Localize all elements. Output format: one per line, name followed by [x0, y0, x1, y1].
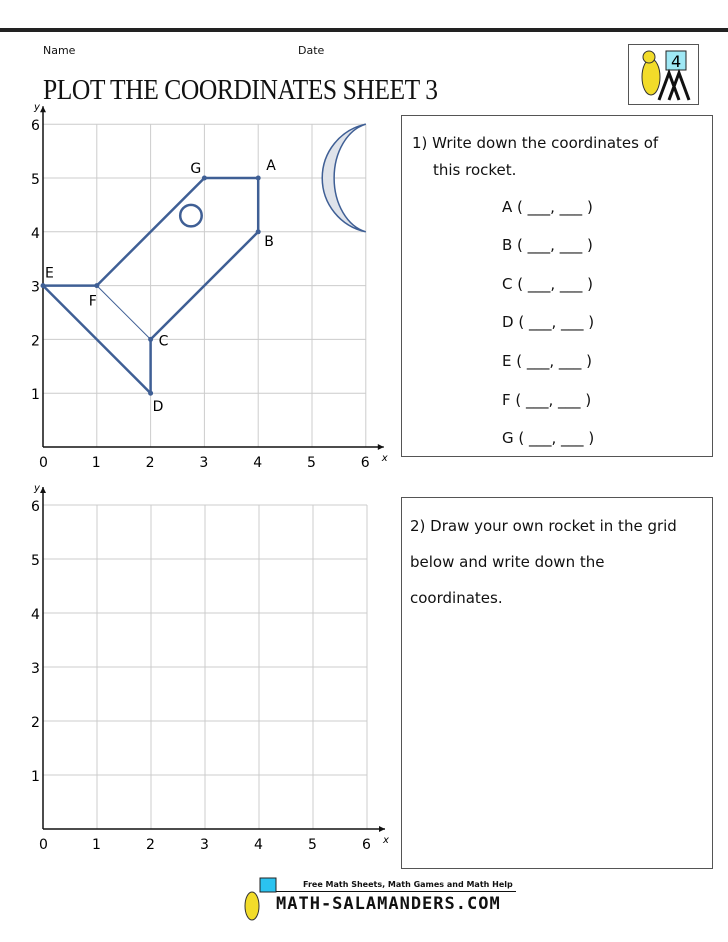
rocket-point [256, 229, 261, 234]
y-tick-label: 5 [31, 553, 40, 569]
answer-c[interactable]: C ( ___, ___ ) [502, 275, 594, 293]
answer-b[interactable]: B ( ___, ___ ) [502, 236, 593, 254]
y-tick-label: 2 [31, 333, 40, 350]
x-axis-label: x [381, 453, 388, 464]
name-label: Name [43, 44, 76, 57]
x-tick-label: 3 [200, 837, 209, 853]
x-tick-label: 2 [145, 455, 155, 470]
date-label: Date [298, 44, 325, 57]
answer-a[interactable]: A ( ___, ___ ) [502, 198, 593, 216]
answer-f[interactable]: F ( ___, ___ ) [502, 391, 592, 409]
x-tick-label: 2 [146, 837, 155, 853]
question-1-text: 1) Write down the coordinates of [412, 134, 659, 152]
coordinate-grid-blank [0, 475, 400, 855]
point-label-g: G [190, 161, 202, 177]
x-axis-label: x [383, 835, 389, 846]
question-2-text-cont: below and write down the [410, 553, 605, 571]
y-axis-label: y [34, 102, 40, 114]
y-axis-label: y [34, 483, 40, 494]
question-1-box [401, 115, 713, 457]
point-label-d: D [152, 399, 164, 416]
y-tick-label: 1 [31, 769, 40, 785]
rocket-window [180, 205, 202, 227]
y-axis-arrow-icon [40, 487, 46, 493]
rocket-point [41, 283, 46, 288]
footer-site-name[interactable]: MATH-SALAMANDERS.COM [276, 894, 501, 914]
y-tick-label: 6 [31, 118, 40, 135]
y-tick-label: 3 [31, 279, 40, 296]
footer-tagline: Free Math Sheets, Math Games and Math Help [303, 880, 513, 889]
answer-g[interactable]: G ( ___, ___ ) [502, 429, 595, 447]
point-label-f: F [88, 293, 97, 310]
coordinate-grid-rocket [0, 90, 400, 470]
svg-text:4: 4 [671, 52, 682, 71]
x-axis-arrow-icon [379, 826, 385, 832]
question-2-box[interactable] [401, 497, 713, 869]
y-tick-label: 6 [31, 499, 40, 515]
x-tick-label: 0 [39, 837, 48, 853]
x-tick-label: 5 [308, 837, 317, 853]
top-divider [0, 28, 728, 32]
question-2-text-end: coordinates. [410, 589, 503, 607]
y-tick-label: 2 [31, 715, 40, 731]
y-tick-label: 3 [31, 661, 40, 677]
point-label-b: B [264, 233, 274, 250]
x-axis-arrow-icon [378, 444, 384, 450]
point-label-e: E [45, 265, 54, 282]
rocket-point [256, 176, 261, 181]
point-label-a: A [266, 158, 276, 174]
answer-d[interactable]: D ( ___, ___ ) [502, 313, 595, 331]
rocket-point [148, 337, 153, 342]
x-tick-label: 4 [254, 837, 263, 853]
y-axis-arrow-icon [40, 106, 46, 112]
x-tick-label: 3 [199, 455, 209, 470]
rocket-point [202, 176, 207, 181]
x-tick-label: 4 [253, 455, 263, 470]
salamander-logo [628, 44, 699, 105]
y-tick-label: 1 [31, 387, 40, 404]
rocket-point [148, 391, 153, 396]
rocket-edge [97, 286, 151, 340]
x-tick-label: 5 [307, 455, 316, 470]
x-tick-label: 1 [92, 837, 101, 853]
page-title: PLOT THE COORDINATES SHEET 3 [43, 74, 438, 106]
x-tick-label: 6 [360, 455, 370, 470]
y-tick-label: 4 [31, 225, 40, 242]
x-tick-label: 1 [91, 455, 101, 470]
question-2-text: 2) Draw your own rocket in the grid [410, 517, 677, 535]
y-tick-label: 5 [31, 172, 40, 188]
point-label-c: C [158, 333, 169, 350]
x-tick-label: 6 [362, 837, 371, 853]
x-tick-label: 0 [39, 455, 48, 470]
answer-e[interactable]: E ( ___, ___ ) [502, 352, 593, 370]
y-tick-label: 4 [31, 607, 40, 623]
question-1-text-cont: this rocket. [433, 161, 517, 179]
rocket-point [94, 283, 99, 288]
footer-logo[interactable] [238, 876, 518, 924]
